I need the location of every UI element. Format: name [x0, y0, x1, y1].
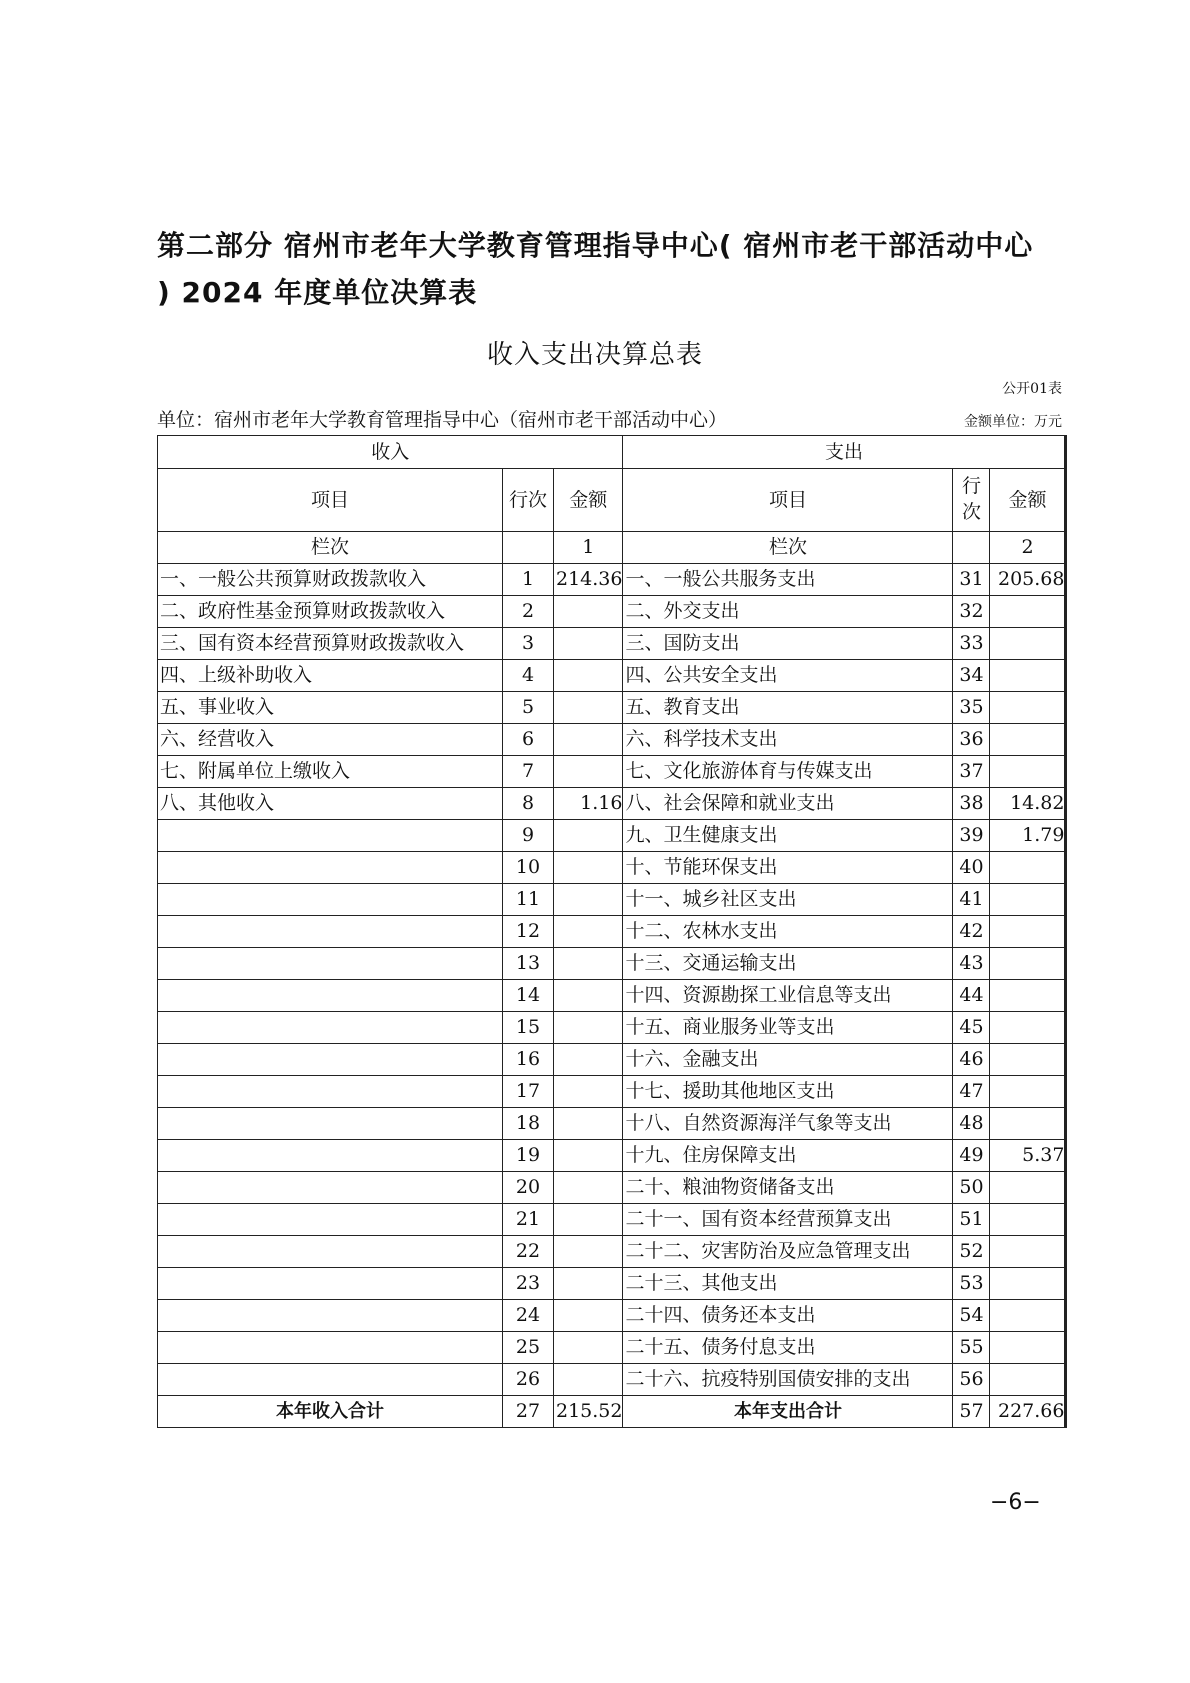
table-row — [158, 1204, 1066, 1236]
income-amount — [554, 852, 623, 884]
income-row-no: 26 — [503, 1364, 554, 1396]
expense-row-no: 53 — [953, 1268, 990, 1300]
income-amount: 214.36 — [554, 564, 623, 596]
income-amount — [554, 1140, 623, 1172]
expense-item: 二十三、其他支出 — [623, 1268, 953, 1300]
income-row-no: 6 — [503, 724, 554, 756]
income-item — [158, 1108, 503, 1140]
expense-item: 三、国防支出 — [623, 628, 953, 660]
income-item — [158, 948, 503, 980]
expense-header: 支出 — [623, 436, 1066, 469]
expense-amount — [990, 1204, 1066, 1236]
expense-item: 七、文化旅游体育与传媒支出 — [623, 756, 953, 788]
expense-row-no: 44 — [953, 980, 990, 1012]
expense-item: 四、公共安全支出 — [623, 660, 953, 692]
income-amount — [554, 660, 623, 692]
income-column-row-blank — [503, 532, 554, 564]
expense-row-no: 43 — [953, 948, 990, 980]
income-row-no: 1 — [503, 564, 554, 596]
income-item — [158, 1364, 503, 1396]
table-row — [158, 820, 1066, 852]
income-item: 四、上级补助收入 — [158, 660, 503, 692]
expense-item-header: 项目 — [623, 469, 953, 532]
expense-item: 二十一、国有资本经营预算支出 — [623, 1204, 953, 1236]
expense-item: 五、教育支出 — [623, 692, 953, 724]
income-item — [158, 820, 503, 852]
income-item — [158, 1172, 503, 1204]
income-column-label: 栏次 — [158, 532, 503, 564]
expense-item: 二十、粮油物资储备支出 — [623, 1172, 953, 1204]
table-row — [158, 948, 1066, 980]
expense-item: 九、卫生健康支出 — [623, 820, 953, 852]
income-item: 二、政府性基金预算财政拨款收入 — [158, 596, 503, 628]
income-item: 六、经营收入 — [158, 724, 503, 756]
expense-item: 二、外交支出 — [623, 596, 953, 628]
expense-amount — [990, 852, 1066, 884]
income-row-no: 13 — [503, 948, 554, 980]
expense-amount — [990, 884, 1066, 916]
expense-amount — [990, 596, 1066, 628]
expense-amount-header: 金额 — [990, 469, 1066, 532]
sheet-title: 收入支出决算总表 — [486, 340, 703, 370]
income-row-no: 5 — [503, 692, 554, 724]
expense-amount — [990, 724, 1066, 756]
expense-amount — [990, 692, 1066, 724]
income-amount — [554, 724, 623, 756]
expense-amount — [990, 1268, 1066, 1300]
table-row — [158, 564, 1066, 596]
expense-total-label: 本年支出合计 — [623, 1396, 953, 1428]
income-row-no: 14 — [503, 980, 554, 1012]
expense-row-no: 46 — [953, 1044, 990, 1076]
income-amount — [554, 628, 623, 660]
table-row — [158, 1332, 1066, 1364]
expense-amount — [990, 948, 1066, 980]
income-row-no: 17 — [503, 1076, 554, 1108]
expense-row-no: 38 — [953, 788, 990, 820]
income-row-no: 9 — [503, 820, 554, 852]
expense-row-no-header-text — [962, 473, 981, 525]
table-row — [158, 1012, 1066, 1044]
total-row — [158, 1396, 1066, 1428]
income-header: 收入 — [158, 436, 623, 469]
expense-amount — [990, 980, 1066, 1012]
expense-item: 十三、交通运输支出 — [623, 948, 953, 980]
income-item — [158, 916, 503, 948]
income-row-no: 22 — [503, 1236, 554, 1268]
table-row — [158, 1044, 1066, 1076]
table-row — [158, 692, 1066, 724]
expense-amount: 5.37 — [990, 1140, 1066, 1172]
form-code: 公开01表 — [1002, 381, 1062, 397]
expense-amount: 14.82 — [990, 788, 1066, 820]
income-row-no: 7 — [503, 756, 554, 788]
income-item — [158, 1012, 503, 1044]
expense-column-label: 栏次 — [623, 532, 953, 564]
expense-item: 十七、援助其他地区支出 — [623, 1076, 953, 1108]
expense-row-no: 41 — [953, 884, 990, 916]
income-item — [158, 884, 503, 916]
expense-amount: 205.68 — [990, 564, 1066, 596]
expense-row-no: 34 — [953, 660, 990, 692]
expense-item: 十一、城乡社区支出 — [623, 884, 953, 916]
expense-item: 十九、住房保障支出 — [623, 1140, 953, 1172]
expense-row-no: 35 — [953, 692, 990, 724]
income-row-no: 15 — [503, 1012, 554, 1044]
expense-item: 一、一般公共服务支出 — [623, 564, 953, 596]
table-header-row — [158, 436, 1066, 469]
expense-total-amount: 227.66 — [990, 1396, 1066, 1428]
income-item — [158, 1204, 503, 1236]
table-row — [158, 916, 1066, 948]
income-row-no: 20 — [503, 1172, 554, 1204]
income-amount — [554, 820, 623, 852]
expense-item: 十二、农林水支出 — [623, 916, 953, 948]
table-row — [158, 1300, 1066, 1332]
table-row — [158, 724, 1066, 756]
income-amount — [554, 980, 623, 1012]
expense-amount — [990, 1108, 1066, 1140]
section-title: 第二部分 宿州市老年大学教育管理指导中心( 宿州市老干部活动中心 ) 2024 年度单位决算表 — [157, 229, 1034, 309]
expense-row-no: 50 — [953, 1172, 990, 1204]
income-expense-summary-table — [157, 435, 1067, 1428]
income-row-no: 12 — [503, 916, 554, 948]
income-item — [158, 980, 503, 1012]
row-no-line1: 行 — [961, 474, 981, 497]
expense-column-row-blank — [953, 532, 990, 564]
table-row — [158, 1236, 1066, 1268]
income-row-no: 2 — [503, 596, 554, 628]
income-amount — [554, 1236, 623, 1268]
table-row — [158, 884, 1066, 916]
page-number: −6− — [990, 1490, 1041, 1515]
income-item: 三、国有资本经营预算财政拨款收入 — [158, 628, 503, 660]
income-amount — [554, 948, 623, 980]
income-row-no: 19 — [503, 1140, 554, 1172]
income-item: 七、附属单位上缴收入 — [158, 756, 503, 788]
expense-item: 十六、金融支出 — [623, 1044, 953, 1076]
table-row — [158, 1268, 1066, 1300]
income-amount — [554, 1332, 623, 1364]
expense-row-no: 56 — [953, 1364, 990, 1396]
income-item: 八、其他收入 — [158, 788, 503, 820]
expense-row-no: 49 — [953, 1140, 990, 1172]
table-row — [158, 852, 1066, 884]
expense-amount — [990, 1364, 1066, 1396]
expense-item: 十四、资源勘探工业信息等支出 — [623, 980, 953, 1012]
income-amount — [554, 1108, 623, 1140]
expense-row-no: 31 — [953, 564, 990, 596]
income-amount — [554, 884, 623, 916]
expense-row-no: 36 — [953, 724, 990, 756]
income-amount — [554, 1076, 623, 1108]
expense-amount — [990, 756, 1066, 788]
expense-amount — [990, 1044, 1066, 1076]
expense-amount — [990, 1300, 1066, 1332]
expense-row-no: 40 — [953, 852, 990, 884]
income-amount-header: 金额 — [554, 469, 623, 532]
expense-amount: 1.79 — [990, 820, 1066, 852]
income-total-label: 本年收入合计 — [158, 1396, 503, 1428]
income-item — [158, 1300, 503, 1332]
income-row-no: 18 — [503, 1108, 554, 1140]
income-total-amount: 215.52 — [554, 1396, 623, 1428]
income-row-no: 8 — [503, 788, 554, 820]
income-row-no: 10 — [503, 852, 554, 884]
expense-row-no: 42 — [953, 916, 990, 948]
expense-row-no: 32 — [953, 596, 990, 628]
expense-item: 十、节能环保支出 — [623, 852, 953, 884]
expense-row-no: 37 — [953, 756, 990, 788]
income-item: 一、一般公共预算财政拨款收入 — [158, 564, 503, 596]
income-amount — [554, 1172, 623, 1204]
income-row-no: 16 — [503, 1044, 554, 1076]
income-item — [158, 1268, 503, 1300]
expense-amount — [990, 1172, 1066, 1204]
expense-total-row-no: 57 — [953, 1396, 990, 1428]
table-row — [158, 1140, 1066, 1172]
expense-row-no: 45 — [953, 1012, 990, 1044]
expense-row-no: 33 — [953, 628, 990, 660]
expense-item: 二十四、债务还本支出 — [623, 1300, 953, 1332]
income-amount — [554, 1268, 623, 1300]
expense-item: 八、社会保障和就业支出 — [623, 788, 953, 820]
expense-item: 十八、自然资源海洋气象等支出 — [623, 1108, 953, 1140]
income-amount — [554, 916, 623, 948]
expense-amount — [990, 1332, 1066, 1364]
table-row — [158, 660, 1066, 692]
income-amount — [554, 1364, 623, 1396]
income-row-no: 3 — [503, 628, 554, 660]
expense-row-no: 51 — [953, 1204, 990, 1236]
table-row — [158, 980, 1066, 1012]
income-item — [158, 1044, 503, 1076]
income-item — [158, 852, 503, 884]
expense-amount — [990, 660, 1066, 692]
row-no-line2: 次 — [961, 500, 981, 523]
income-row-no: 25 — [503, 1332, 554, 1364]
table-row — [158, 1172, 1066, 1204]
income-amount — [554, 692, 623, 724]
income-amount — [554, 1300, 623, 1332]
income-item: 五、事业收入 — [158, 692, 503, 724]
income-row-no: 23 — [503, 1268, 554, 1300]
expense-row-no: 48 — [953, 1108, 990, 1140]
income-item — [158, 1236, 503, 1268]
expense-column-no: 2 — [990, 532, 1066, 564]
income-amount — [554, 596, 623, 628]
table-row — [158, 788, 1066, 820]
income-row-no: 24 — [503, 1300, 554, 1332]
expense-amount — [990, 1076, 1066, 1108]
income-item — [158, 1332, 503, 1364]
income-row-no: 11 — [503, 884, 554, 916]
expense-row-no: 39 — [953, 820, 990, 852]
income-amount — [554, 1204, 623, 1236]
column-header-row — [158, 469, 1066, 532]
income-column-no: 1 — [554, 532, 623, 564]
expense-amount — [990, 628, 1066, 660]
table-row — [158, 628, 1066, 660]
expense-item: 二十六、抗疫特别国债安排的支出 — [623, 1364, 953, 1396]
income-row-no: 21 — [503, 1204, 554, 1236]
income-total-row-no: 27 — [503, 1396, 554, 1428]
unit-label: 单位：宿州市老年大学教育管理指导中心（宿州市老干部活动中心） — [157, 409, 728, 431]
table-row — [158, 596, 1066, 628]
expense-row-no-header — [953, 469, 990, 532]
expense-amount — [990, 1012, 1066, 1044]
income-row-no-header: 行次 — [503, 469, 554, 532]
income-item — [158, 1076, 503, 1108]
expense-row-no: 52 — [953, 1236, 990, 1268]
income-amount — [554, 1012, 623, 1044]
expense-row-no: 55 — [953, 1332, 990, 1364]
expense-item: 二十二、灾害防治及应急管理支出 — [623, 1236, 953, 1268]
income-item — [158, 1140, 503, 1172]
expense-item: 六、科学技术支出 — [623, 724, 953, 756]
expense-amount — [990, 916, 1066, 948]
expense-row-no: 54 — [953, 1300, 990, 1332]
table-row — [158, 1364, 1066, 1396]
expense-row-no: 47 — [953, 1076, 990, 1108]
amount-unit: 金额单位：万元 — [964, 414, 1062, 430]
income-item-header: 项目 — [158, 469, 503, 532]
table-row — [158, 1076, 1066, 1108]
income-row-no: 4 — [503, 660, 554, 692]
income-amount — [554, 1044, 623, 1076]
expense-item: 二十五、债务付息支出 — [623, 1332, 953, 1364]
column-number-row — [158, 532, 1066, 564]
income-amount: 1.16 — [554, 788, 623, 820]
income-amount — [554, 756, 623, 788]
expense-item: 十五、商业服务业等支出 — [623, 1012, 953, 1044]
table-row — [158, 1108, 1066, 1140]
table-row — [158, 756, 1066, 788]
expense-amount — [990, 1236, 1066, 1268]
